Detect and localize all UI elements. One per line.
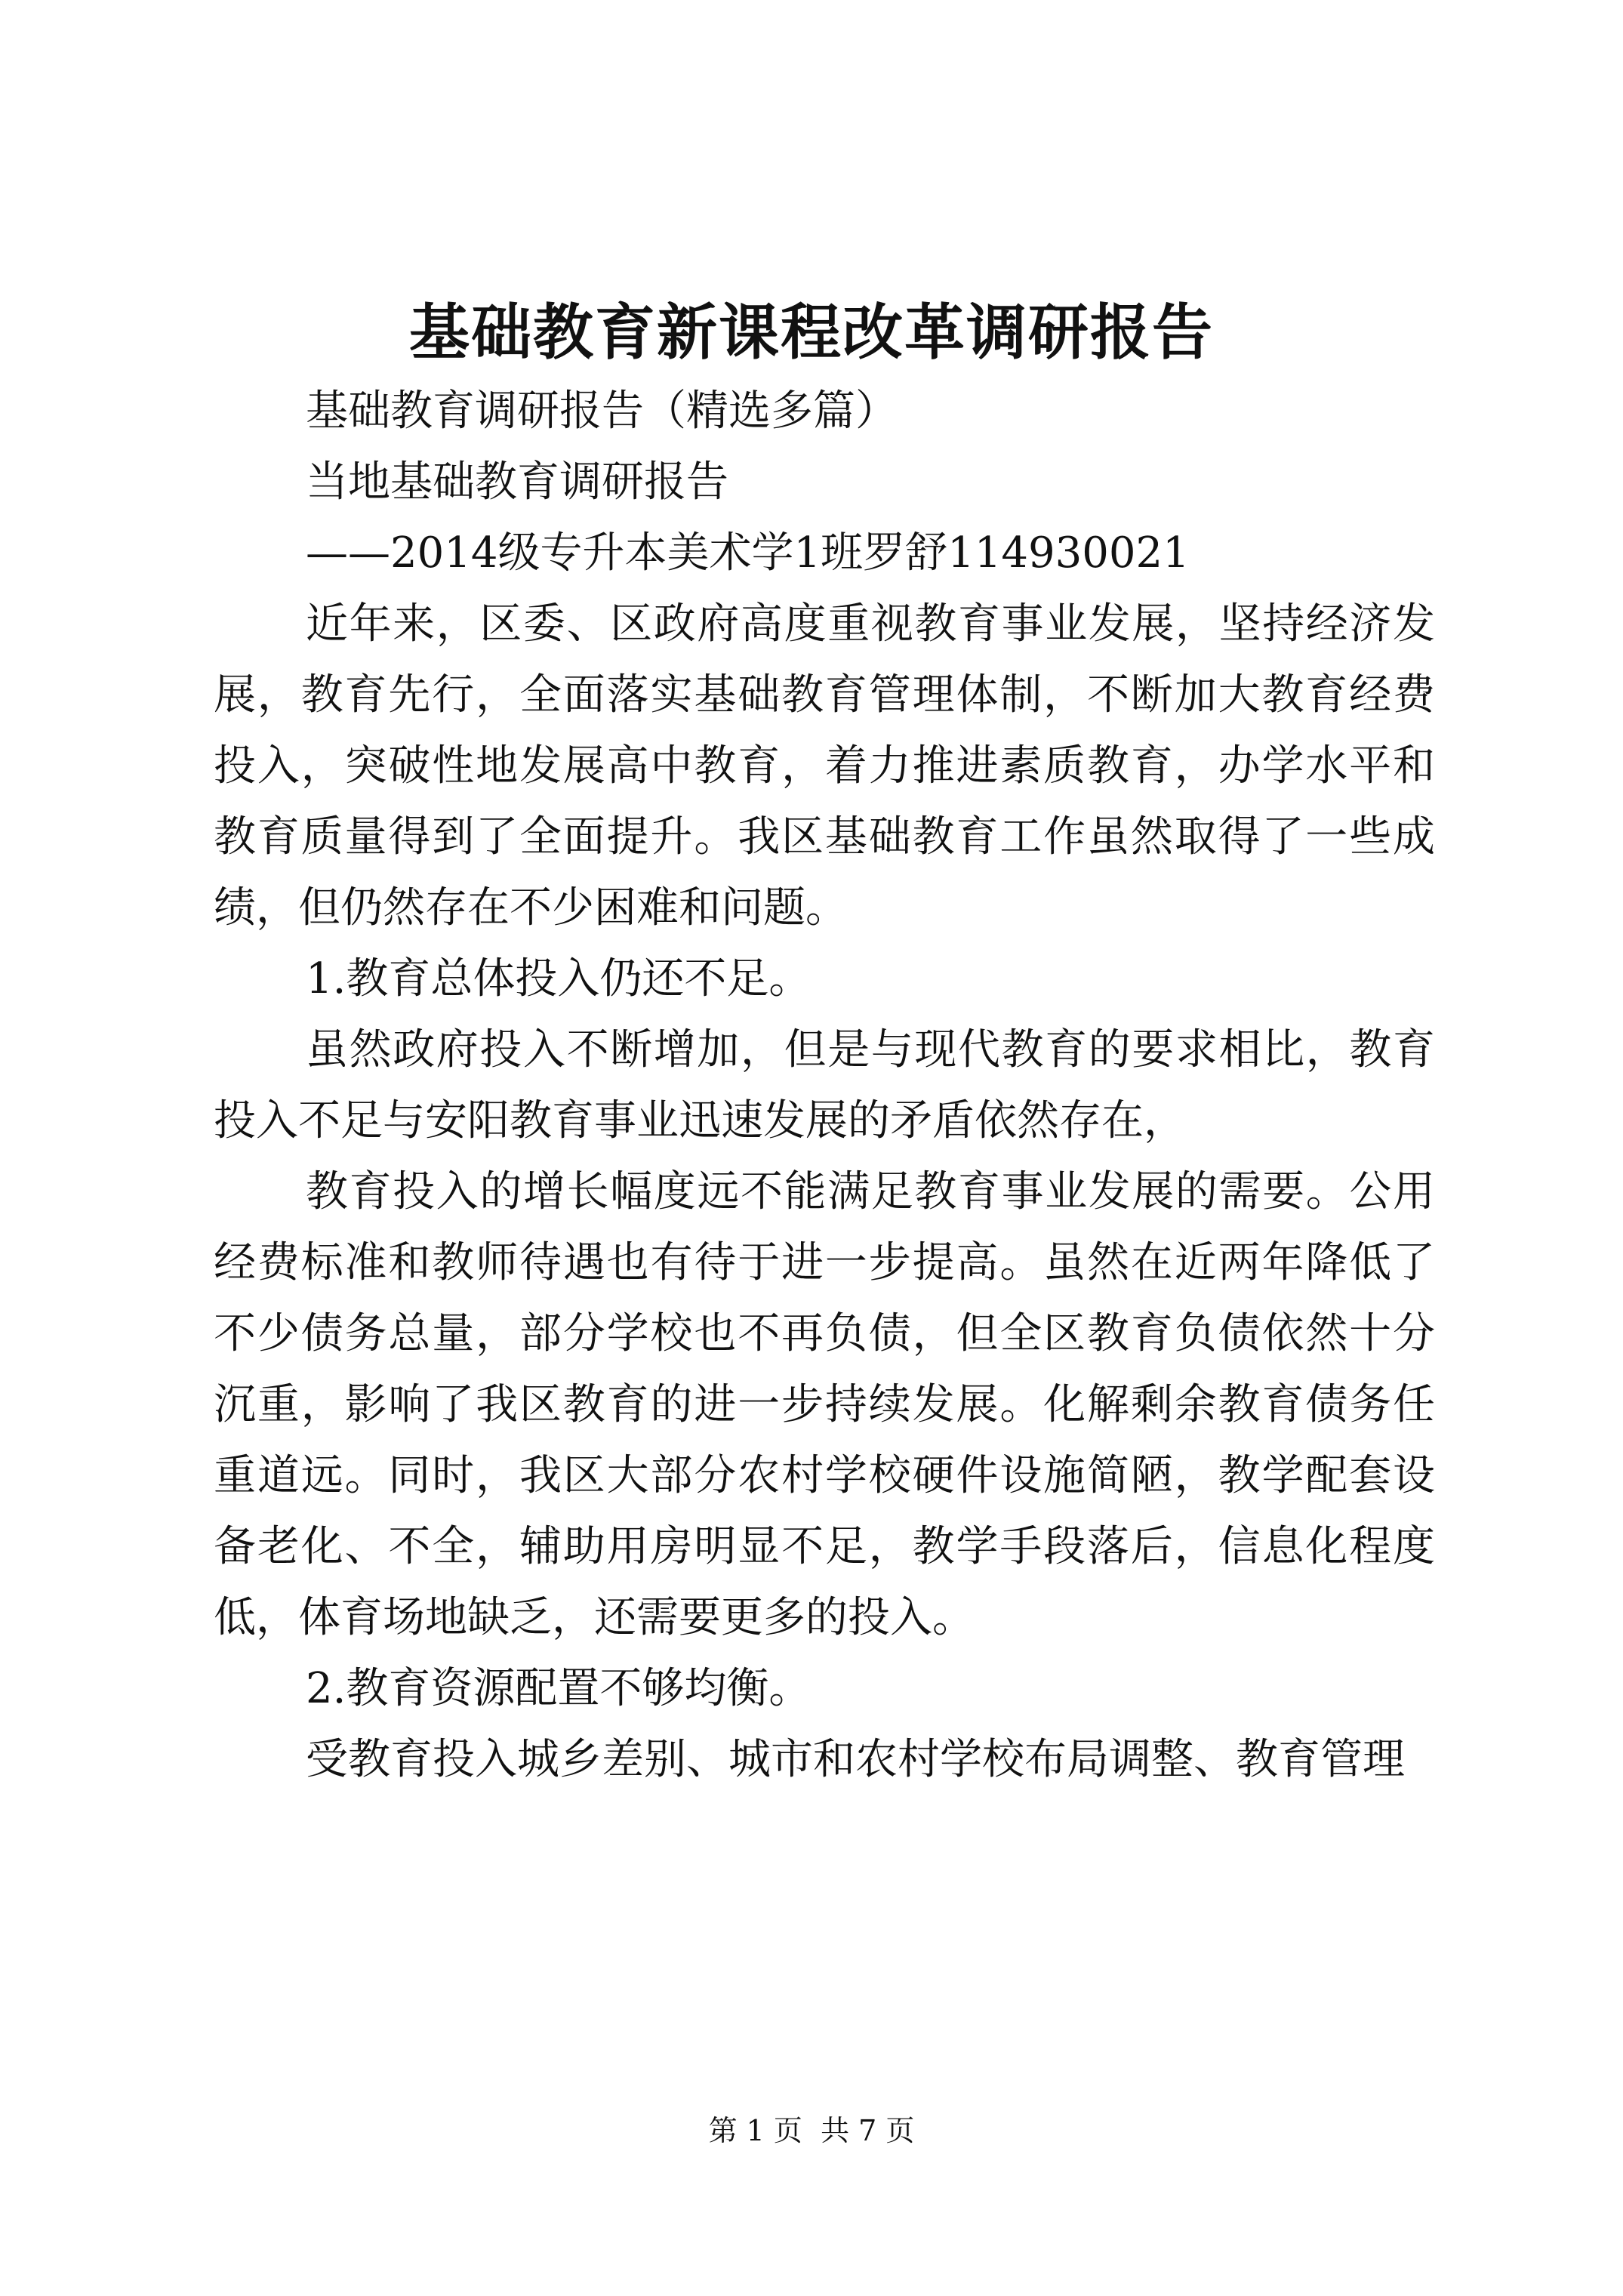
page-number-label: 第 1 页 共 7 页 bbox=[708, 2114, 915, 2147]
paragraph-section-1-body-a: 虽然政府投入不断增加，但是与现代教育的要求相比，教育投入不足与安阳教育事业迅速发展的矛盾依然存在， bbox=[214, 1025, 1435, 1145]
paragraph-report-heading: 当地基础教育调研报告 bbox=[306, 458, 728, 507]
paragraph-section-2-body: 受教育投入城乡差别、城市和农村学校布局调整、教育管理 bbox=[306, 1735, 1405, 1784]
paragraph-author-line: ——2014级专升本美术学1班罗舒114930021 bbox=[306, 529, 1190, 578]
paragraph-section-2-heading: 2.教育资源配置不够均衡。 bbox=[306, 1664, 812, 1713]
paragraph-section-1-body-b: 教育投入的增长幅度远不能满足教育事业发展的需要。公用经费标准和教师待遇也有待于进一步提高。虽然在近两年降低了不少债务总量，部分学校也不再负债，但全区教育负债依然十分沉重，影响了我区教育的进一步持续发展。化解剩余教育债务任重道远。同时，我区大部分农村学校硬件设施简陋，教学配套设备老化、不全，辅助用房明显不足，教学手段落后，信息化程度低，体育场地缺乏，还需要更多的投入。 bbox=[214, 1167, 1435, 1642]
document-title: 基础教育新课程改革调研报告 bbox=[409, 297, 1214, 368]
document-body bbox=[214, 376, 1435, 1795]
paragraph-section-1-heading: 1.教育总体投入仍还不足。 bbox=[306, 954, 812, 1003]
paragraph-subtitle: 基础教育调研报告（精选多篇） bbox=[306, 387, 898, 436]
page-footer bbox=[0, 2108, 1623, 2153]
paragraph-intro: 近年来，区委、区政府高度重视教育事业发展，坚持经济发展，教育先行，全面落实基础教育管理体制，不断加大教育经费投入，突破性地发展高中教育，着力推进素质教育，办学水平和教育质量得到了全面提升。我区基础教育工作虽然取得了一些成绩，但仍然存在不少困难和问题。 bbox=[214, 599, 1435, 932]
